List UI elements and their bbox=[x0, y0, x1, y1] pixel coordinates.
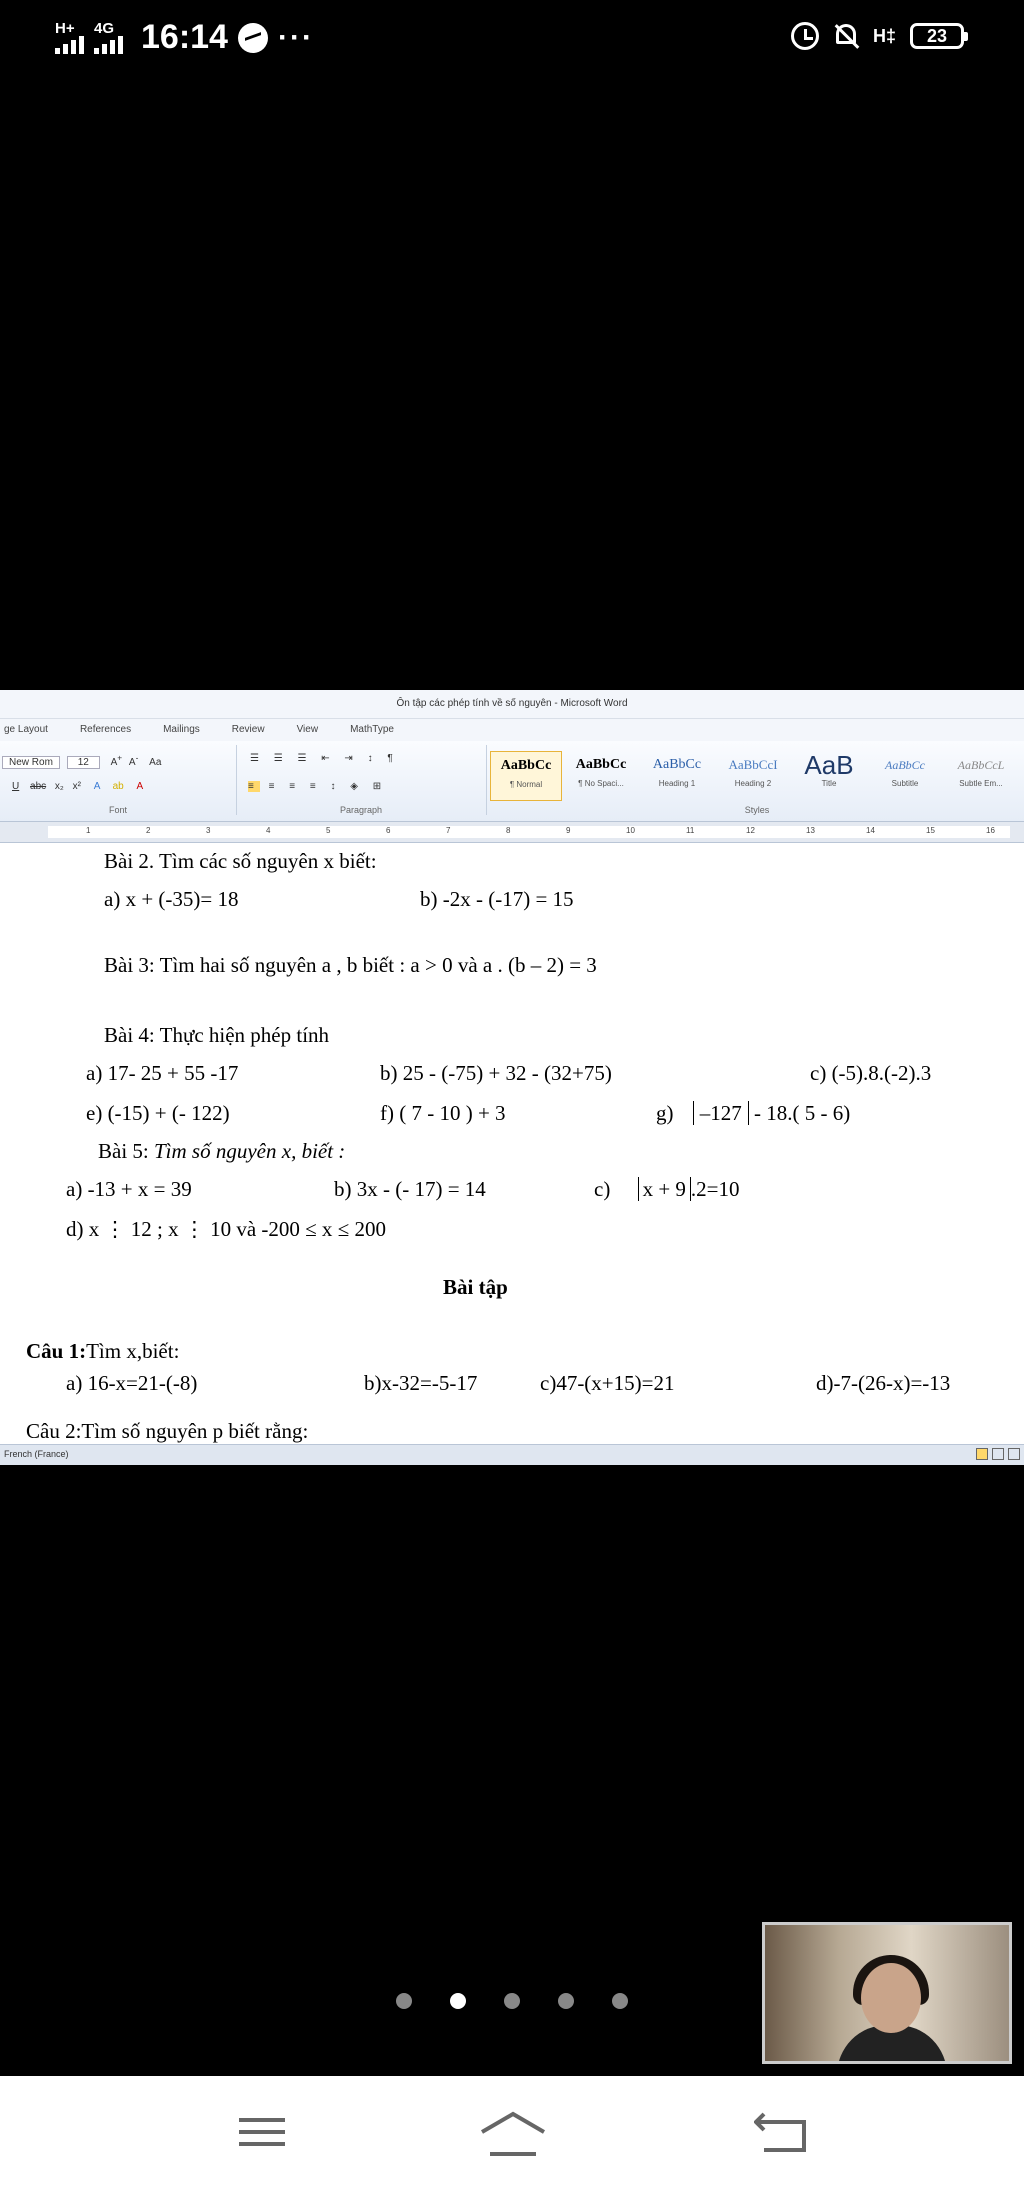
shading-icon[interactable]: ◈ bbox=[350, 781, 364, 792]
ruler-mark: 13 bbox=[806, 826, 815, 835]
ruler-mark: 10 bbox=[626, 826, 635, 835]
horizontal-ruler[interactable] bbox=[0, 822, 1024, 843]
paragraph-group bbox=[236, 745, 487, 815]
bai4-f: f) ( 7 - 10 ) + 3 bbox=[380, 1101, 506, 1125]
ribbon-tabs bbox=[0, 719, 1024, 741]
ruler-mark: 9 bbox=[566, 826, 571, 835]
ruler-mark: 8 bbox=[506, 826, 511, 835]
menu-icon[interactable] bbox=[232, 2110, 292, 2160]
style-subtitle[interactable]: AaBbCc Subtitle bbox=[885, 758, 925, 788]
web-layout-icon[interactable] bbox=[1008, 1448, 1020, 1460]
font-group bbox=[0, 745, 237, 815]
sort-icon[interactable]: ↕ bbox=[367, 753, 379, 764]
ruler-mark: 2 bbox=[146, 826, 151, 835]
print-layout-icon[interactable] bbox=[976, 1448, 988, 1460]
page-dot[interactable] bbox=[396, 1993, 412, 2009]
font-name-box[interactable]: New Rom bbox=[2, 756, 60, 769]
style-subtle-emphasis[interactable]: AaBbCcL Subtle Em... bbox=[957, 758, 1005, 788]
ruler-mark: 7 bbox=[446, 826, 451, 835]
ruler-mark: 12 bbox=[746, 826, 755, 835]
change-case-icon[interactable]: Aa bbox=[149, 757, 162, 769]
text-effects-icon[interactable]: A bbox=[93, 781, 100, 792]
mute-bell-icon bbox=[833, 22, 859, 50]
tab-mathtype[interactable]: MathType bbox=[350, 724, 394, 735]
bullets-icon[interactable]: ☰ bbox=[250, 753, 265, 764]
style-title[interactable]: AaB Title bbox=[804, 750, 854, 788]
bai4-g: g) –127 - 18.( 5 - 6) bbox=[656, 1101, 851, 1125]
more-notifications-icon: ··· bbox=[277, 20, 314, 54]
font-size-box[interactable]: 12 bbox=[67, 756, 100, 769]
tab-mailings[interactable]: Mailings bbox=[163, 724, 200, 735]
bai5-b: b) 3x - (- 17) = 14 bbox=[334, 1177, 486, 1201]
cau1-c: c)47-(x+15)=21 bbox=[540, 1371, 675, 1395]
bai5-title: Bài 5: Tìm số nguyên x, biết : bbox=[98, 1139, 346, 1163]
ruler-mark: 6 bbox=[386, 826, 391, 835]
tab-review[interactable]: Review bbox=[231, 724, 265, 735]
home-icon[interactable] bbox=[478, 2110, 538, 2160]
clock: 16:14 bbox=[141, 18, 228, 56]
cau2: Câu 2:Tìm số nguyên p biết rằng: bbox=[26, 1419, 309, 1443]
tab-references[interactable]: References bbox=[79, 724, 132, 735]
style-heading-2[interactable]: AaBbCcI Heading 2 bbox=[728, 757, 778, 788]
underline-icon[interactable]: U bbox=[12, 781, 20, 792]
bai4-b: b) 25 - (-75) + 32 - (32+75) bbox=[380, 1061, 612, 1085]
borders-icon[interactable]: ⊞ bbox=[372, 781, 388, 792]
status-bar bbox=[0, 0, 1024, 80]
page-dot-active[interactable] bbox=[450, 1993, 466, 2009]
highlight-icon[interactable]: ab bbox=[112, 781, 124, 792]
bai2-b: b) -2x - (-17) = 15 bbox=[420, 887, 574, 911]
justify-icon[interactable]: ≡ bbox=[309, 781, 322, 792]
network-type-2: 4G bbox=[94, 20, 115, 37]
page-dot[interactable] bbox=[612, 1993, 628, 2009]
cau1-b: b)x-32=-5-17 bbox=[364, 1371, 478, 1395]
network-type-1: H+ bbox=[55, 20, 75, 37]
increase-indent-icon[interactable]: ⇥ bbox=[344, 753, 359, 764]
superscript-icon[interactable]: x² bbox=[72, 781, 81, 792]
styles-group bbox=[490, 745, 1024, 815]
tab-view[interactable]: View bbox=[296, 724, 319, 735]
absolute-value: x + 9 bbox=[638, 1177, 691, 1201]
style-heading-1[interactable]: AaBbCc Heading 1 bbox=[652, 757, 702, 788]
ruler-mark: 3 bbox=[206, 826, 211, 835]
decrease-indent-icon[interactable]: ⇤ bbox=[321, 753, 336, 764]
font-color-icon[interactable]: A bbox=[136, 781, 144, 792]
bai3: Bài 3: Tìm hai số nguyên a , b biết : a > 0 và a . (b – 2) = 3 bbox=[104, 953, 597, 977]
cau1-a: a) 16-x=21-(-8) bbox=[66, 1371, 198, 1395]
ruler-mark: 1 bbox=[86, 826, 91, 835]
bai5-c: c) x + 9 .2=10 bbox=[594, 1177, 740, 1201]
styles-group-label: Styles bbox=[744, 805, 770, 815]
align-center-icon[interactable]: ≡ bbox=[268, 781, 281, 792]
section-heading: Bài tập bbox=[443, 1275, 508, 1299]
signal-icon-2 bbox=[94, 21, 123, 54]
style-no-spacing[interactable]: AaBbCc ¶ No Spaci... bbox=[575, 757, 627, 788]
page-indicator bbox=[0, 1993, 1024, 2009]
word-status-bar bbox=[0, 1444, 1024, 1465]
messenger-icon bbox=[238, 23, 268, 53]
ruler-mark: 14 bbox=[866, 826, 875, 835]
shrink-font-icon[interactable]: A- bbox=[128, 753, 139, 769]
multilevel-list-icon[interactable]: ☰ bbox=[297, 753, 313, 764]
cau1-d: d)-7-(26-x)=-13 bbox=[816, 1371, 951, 1395]
subscript-icon[interactable]: x₂ bbox=[54, 781, 64, 792]
page-dot[interactable] bbox=[504, 1993, 520, 2009]
navigation-bar bbox=[0, 2076, 1024, 2194]
bai4-a: a) 17- 25 + 55 -17 bbox=[86, 1061, 239, 1085]
document-body[interactable] bbox=[0, 843, 1024, 1443]
ruler-mark: 16 bbox=[986, 826, 995, 835]
word-window-screenshot[interactable] bbox=[0, 690, 1024, 1465]
signal-icon-1 bbox=[55, 21, 84, 54]
bai5-a: a) -13 + x = 39 bbox=[66, 1177, 192, 1201]
bai4-c: c) (-5).8.(-2).3 bbox=[810, 1061, 932, 1085]
paragraph-group-label: Paragraph bbox=[339, 805, 383, 815]
full-screen-reading-icon[interactable] bbox=[992, 1448, 1004, 1460]
ruler-mark: 15 bbox=[926, 826, 935, 835]
style-normal[interactable]: AaBbCc ¶ Normal bbox=[490, 751, 562, 801]
tab-page-layout[interactable]: ge Layout bbox=[4, 724, 48, 735]
font-group-label: Font bbox=[108, 805, 127, 815]
bai2-title: Bài 2. Tìm các số nguyên x biết: bbox=[104, 849, 377, 873]
window-title: Ôn tập các phép tính về số nguyên - Microsoft Word bbox=[0, 690, 1024, 719]
ruler-mark: 5 bbox=[326, 826, 331, 835]
grow-font-icon[interactable]: A+ bbox=[110, 753, 123, 769]
language-indicator[interactable]: French (France) bbox=[4, 1449, 69, 1459]
align-left-icon[interactable]: ≡ bbox=[248, 781, 260, 792]
show-marks-icon[interactable]: ¶ bbox=[387, 753, 399, 764]
numbering-icon[interactable]: ☰ bbox=[273, 753, 289, 764]
absolute-value: –127 bbox=[693, 1101, 749, 1125]
line-spacing-icon[interactable]: ↕ bbox=[330, 781, 342, 792]
battery-icon: 23 bbox=[910, 23, 964, 49]
ruler-mark: 11 bbox=[686, 826, 695, 835]
hspeed-icon: H‡ bbox=[872, 26, 896, 46]
bai2-a: a) x + (-35)= 18 bbox=[104, 887, 239, 911]
bai5-d: d) x ⋮ 12 ; x ⋮ 10 và -200 ≤ x ≤ 200 bbox=[66, 1217, 386, 1241]
align-right-icon[interactable]: ≡ bbox=[289, 781, 302, 792]
ruler-mark: 4 bbox=[266, 826, 271, 835]
bai4-title: Bài 4: Thực hiện phép tính bbox=[104, 1023, 330, 1047]
back-icon[interactable] bbox=[754, 2110, 814, 2160]
alarm-icon bbox=[791, 22, 819, 50]
bai4-e: e) (-15) + (- 122) bbox=[86, 1101, 230, 1125]
strikethrough-icon[interactable]: abc bbox=[30, 781, 47, 792]
cau1-title: Câu 1:Tìm x,biết: bbox=[26, 1339, 180, 1363]
ribbon bbox=[0, 741, 1024, 822]
page-dot[interactable] bbox=[558, 1993, 574, 2009]
